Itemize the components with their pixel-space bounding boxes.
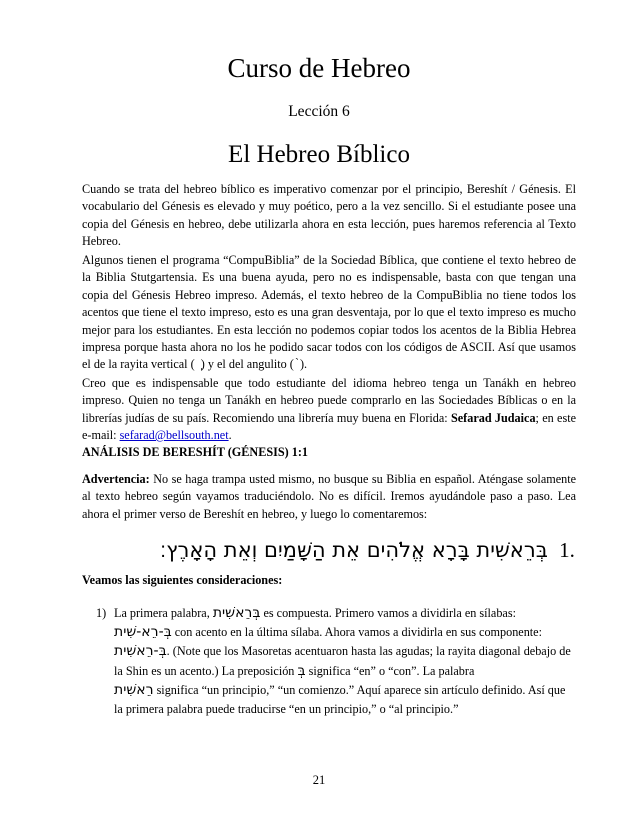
lesson-number: Lección 6 bbox=[288, 103, 350, 120]
hebrew-verse bbox=[160, 537, 575, 563]
verse-text: בְּרֵאשִׁית בָּרָא אֱלֹהִים אֵת הַשָּׁמַיִם וְאֵת הָאָרֶץ׃ bbox=[160, 538, 548, 562]
list-item-body bbox=[114, 604, 576, 719]
section-heading-text: ANÁLISIS DE BERESHÍT (GÉNESIS) 1:1 bbox=[82, 445, 308, 459]
paragraph-intro: Cuando se trata del hebreo bíblico es imperativo comenzar por el principio, Bereshít / Génesis. El vocabulario del Génesis es elevado y muy poético, pero a la vez sencillo. Si el estudiante posee una copia del Génesis en hebreo, debe utilizarla ahora en esta lección, pues haremos referencia al Texto Hebreo. bbox=[82, 182, 576, 249]
warning-label: Advertencia: bbox=[82, 472, 150, 486]
hebrew-word-reshit: רֵאשִׁית bbox=[114, 681, 154, 698]
paragraph-compubiblia bbox=[82, 252, 576, 374]
list-item bbox=[96, 604, 576, 719]
store-name: Sefarad Judaica bbox=[450, 410, 536, 425]
page-number: 21 bbox=[312, 773, 326, 787]
item-line4: significa “un principio,” “un comienzo.” Aquí aparece sin artículo definido. Así que la primera palabra puede traducirse “en un principio,” o “al principio.” bbox=[114, 682, 566, 717]
course-title: Curso de Hebreo bbox=[227, 53, 411, 83]
item-line1-start: La primera palabra, bbox=[114, 606, 210, 620]
paragraph-compubiblia-text: Algunos tienen el programa “CompuBiblia” de la Sociedad Bíblica, que contiene el texto hebreo de la Biblia Stutgartensia. Es una buena ayuda, pero no es indispensable, basta con que tengan una copia del Génesis Hebreo impreso. Además, el texto hebreo de la CompuBiblia no tiene todos los acentos que tiene el texto impreso, esto es una gran desventaja, por lo que el texto impreso es mucho mejor para los estudiantes. En esta lección no podemos copiar todos los acentos de la Biblia Hebrea impresa porque hasta ahora no los he podido sacar todos con los códigos de ASCII. Así que usamos el de la rayita vertical ( bbox=[82, 253, 576, 372]
paragraph-tanakh bbox=[82, 375, 576, 445]
warning-paragraph bbox=[82, 471, 576, 523]
section-heading bbox=[82, 444, 576, 461]
hebrew-preposition: בְּ bbox=[297, 662, 306, 679]
list-item-number: 1) bbox=[96, 606, 107, 620]
hebrew-word-bereshit: בְּרֵאשִׁית bbox=[212, 605, 261, 621]
paragraph-compubiblia-mid: ) y el del angulito ( bbox=[200, 357, 294, 372]
item-line3: . (Note que los Masoretas acentuaron hasta las agudas; la rayita diagonal debajo de la Shin es un acento.) La preposición bbox=[114, 644, 571, 678]
email-prefix: ; en este e-mail: bbox=[82, 410, 576, 443]
item-line2: con acento en la última sílaba. Ahora vamos a dividirla en sus componente: bbox=[174, 625, 542, 640]
email-link[interactable]: sefarad@bellsouth.net bbox=[119, 428, 229, 443]
email-suffix: . bbox=[228, 428, 232, 443]
hebrew-components: בְּ-רֵאשִׁית bbox=[114, 643, 167, 660]
lesson-title: El Hebreo Bíblico bbox=[228, 141, 410, 168]
paragraph-compubiblia-end: ). bbox=[299, 357, 308, 372]
item-line1-end: es compuesta. Primero vamos a dividirla en sílabas: bbox=[263, 606, 516, 620]
warning-text: No se haga trampa usted mismo, no busque su Biblia en español. Aténgase solamente al texto hebreo según vayamos traduciéndolo. No es difícil. Iremos ayudándole paso a paso. Lea ahora el primer verso de Bereshít en hebreo, y luego lo comentaremos: bbox=[82, 472, 577, 521]
considerations-text: Veamos las siguientes consideraciones: bbox=[82, 573, 283, 587]
considerations-heading bbox=[82, 572, 576, 589]
item-line3-end: significa “en” o “con”. La palabra bbox=[308, 663, 475, 678]
hebrew-syllables: בְּ-רֵא-שִׁית bbox=[114, 624, 172, 641]
paragraph-tanakh-text: Creo que es indispensable que todo estudiante del idioma hebreo tenga un Tanákh en hebreo impreso. Quien no tenga un Tanákh en hebreo puede comprarlo en las Sociedades Bíblicas o en la librerías judías de su país. Recomiendo una librería muy buena en Florida: bbox=[82, 376, 576, 425]
verse-number: 1. bbox=[559, 538, 575, 562]
